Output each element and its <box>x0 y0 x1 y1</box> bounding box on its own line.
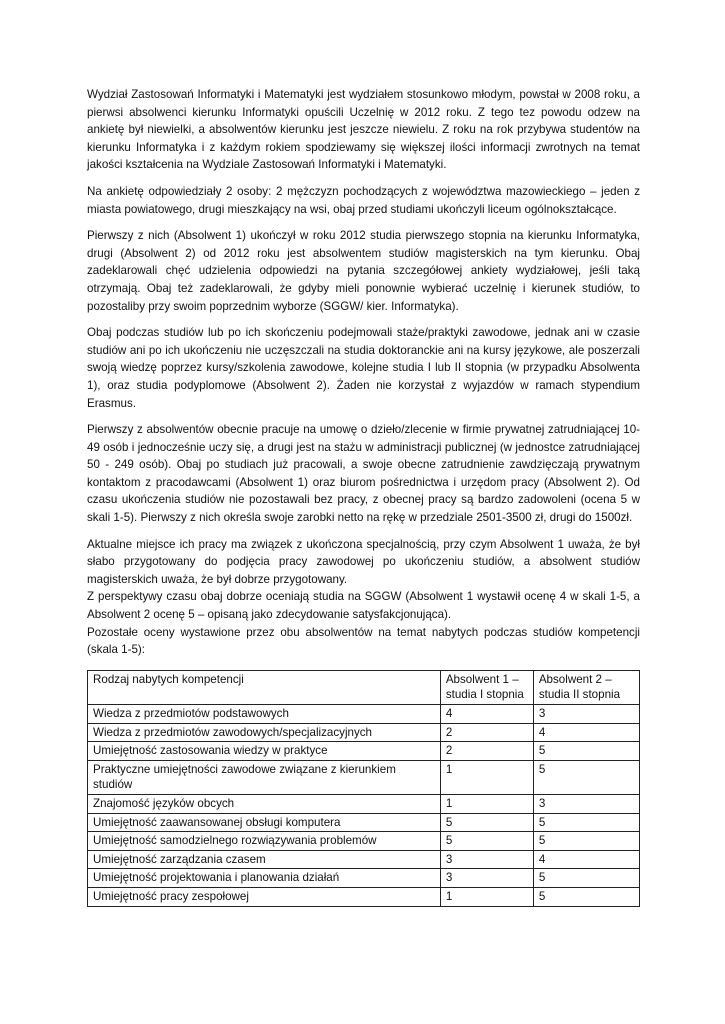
table-row <box>88 832 640 851</box>
competence-name: Umiejętność samodzielnego rozwiązywania problemów <box>88 832 441 851</box>
paragraph-graduates: Pierwszy z nich (Absolwent 1) ukończył w roku 2012 studia pierwszego stopnia na kierunku Informatyka, drugi (Absolwent 2) od 2012 roku jest absolwentem studiów magisterskich na tym kierunku. Obaj zadeklarowali chęć udzielenia odpowiedzi na pytania szczegółowej ankiety wydziałowej, jeśli taką otrzymają. Obaj też zadeklarowali, że gdyby mieli ponownie wybierać uczelnię i kierunek studiów, to pozostaliby przy swoim poprzednim wyborze (SGGW/ kier. Informatyka). <box>87 229 640 313</box>
table-row <box>88 850 640 869</box>
graduate-1-score: 3 <box>440 850 533 869</box>
table-row <box>88 760 640 794</box>
table-row <box>88 705 640 724</box>
graduate-1-score: 2 <box>440 723 533 742</box>
competence-name: Wiedza z przedmiotów podstawowych <box>88 705 441 724</box>
graduate-1-score: 1 <box>440 794 533 813</box>
graduate-1-score: 5 <box>440 832 533 851</box>
graduate-2-score: 5 <box>533 832 639 851</box>
competence-name: Umiejętność zaawansowanej obsługi komputera <box>88 813 441 832</box>
paragraph-intro: Wydział Zastosowań Informatyki i Matematyki jest wydziałem stosunkowo młodym, powstał w 2008 roku, a pierwsi absolwenci kierunku Informatyki opuścili Uczelnię w 2012 roku. Z tego tez powodu odzew na ankietę był niewielki, a absolwentów kierunku jest jeszcze niewielu. Z roku na rok przybywa studentów na kierunku Informatyka i z każdym rokiem spodziewamy się większej ilości informacji zwrotnych na temat jakości kształcenia na Wydziale Zastosowań Informatyki i Matematyki. <box>87 88 640 172</box>
paragraph-respondents: Na ankietę odpowiedziały 2 osoby: 2 mężczyzn pochodzących z województwa mazowieckiego – jeden z miasta powiatowego, drugi mieszkający na wsi, obaj przed studiami ukończyli liceum ogólnokształcące. <box>87 184 640 216</box>
table-row <box>88 723 640 742</box>
paragraph-internships: Obaj podczas studiów lub po ich skończeniu podejmowali staże/praktyki zawodowe, jednak ani w czasie studiów ani po ich ukończeniu nie uczęszczali na studia doktoranckie ani na kursy językowe, ale poszerzali swoją wiedzę poprzez kursy/szkolenia zawodowe, kolejne studia I lub II stopnia (w przypadku Absolwenta 1), oraz studia podyplomowe (Absolwent 2). Żaden nie korzystał z wyjazdów w ramach stypendium Erasmus. <box>87 326 640 410</box>
document-page <box>87 86 640 907</box>
competence-name: Praktyczne umiejętności zawodowe związane z kierunkiem studiów <box>88 760 441 794</box>
paragraph-rating: Z perspektywy czasu obaj dobrze oceniają studia na SGGW (Absolwent 1 wystawił ocenę 4 w skali 1-5, a Absolwent 2 ocenę 5 – opisaną jako zdecydowanie satysfakcjonująca). <box>87 590 640 622</box>
table-row <box>88 794 640 813</box>
paragraph-table-intro: Pozostałe oceny wystawione przez obu absolwentów na temat nabytych podczas studiów kompetencji (skala 1-5): <box>87 625 640 657</box>
paragraph-workplace: Aktualne miejsce ich pracy ma związek z ukończona specjalnością, przy czym Absolwent 1 uważa, że był słabo przygotowany do podjęcia pracy zawodowej po ukończeniu studiów, a absolwent studiów magisterskich uważa, że był dobrze przygotowany. <box>87 537 640 586</box>
graduate-2-score: 5 <box>533 869 639 888</box>
table-row <box>88 813 640 832</box>
table-row <box>88 887 640 906</box>
competence-table <box>87 670 640 907</box>
header-competence-type: Rodzaj nabytych kompetencji <box>88 670 441 704</box>
competence-name: Umiejętność zastosowania wiedzy w praktyce <box>88 742 441 761</box>
graduate-1-score: 5 <box>440 813 533 832</box>
graduate-2-score: 5 <box>533 760 639 794</box>
graduate-1-score: 1 <box>440 760 533 794</box>
competence-name: Umiejętność projektowania i planowania działań <box>88 869 441 888</box>
header-graduate-1: Absolwent 1 – studia I stopnia <box>440 670 533 704</box>
graduate-2-score: 5 <box>533 887 639 906</box>
competence-name: Umiejętność zarządzania czasem <box>88 850 441 869</box>
competence-name: Wiedza z przedmiotów zawodowych/specjalizacyjnych <box>88 723 441 742</box>
paragraph-employment: Pierwszy z absolwentów obecnie pracuje na umowę o dzieło/zlecenie w firmie prywatnej zatrudniającej 10-49 osób i jednocześnie uczy się, a drugi jest na stażu w administracji publicznej (w jednostce zatrudniającej 50 - 249 osób). Obaj po studiach już pracowali, a swoje obecne zatrudnienie zawdzięczają prywatnym kontaktom z pracodawcami (Absolwent 1) oraz biurom pośrednictwa i urzędom pracy (Absolwent 2). Od czasu ukończenia studiów nie pozostawali bez pracy, z obecnej pracy są bardzo zadowoleni (ocena 5 w skali 1-5). Pierwszy z nich określa swoje zarobki netto na rękę w przedziale 2501-3500 zł, drugi do 1500zł. <box>87 423 640 525</box>
graduate-2-score: 4 <box>533 723 639 742</box>
table-header-row <box>88 670 640 704</box>
header-graduate-2: Absolwent 2 – studia II stopnia <box>533 670 639 704</box>
graduate-2-score: 5 <box>533 742 639 761</box>
graduate-2-score: 3 <box>533 705 639 724</box>
graduate-2-score: 4 <box>533 850 639 869</box>
graduate-1-score: 4 <box>440 705 533 724</box>
table-row <box>88 742 640 761</box>
graduate-1-score: 2 <box>440 742 533 761</box>
table-row <box>88 869 640 888</box>
competence-name: Umiejętność pracy zespołowej <box>88 887 441 906</box>
graduate-1-score: 1 <box>440 887 533 906</box>
graduate-2-score: 5 <box>533 813 639 832</box>
competence-name: Znajomość języków obcych <box>88 794 441 813</box>
graduate-2-score: 3 <box>533 794 639 813</box>
graduate-1-score: 3 <box>440 869 533 888</box>
